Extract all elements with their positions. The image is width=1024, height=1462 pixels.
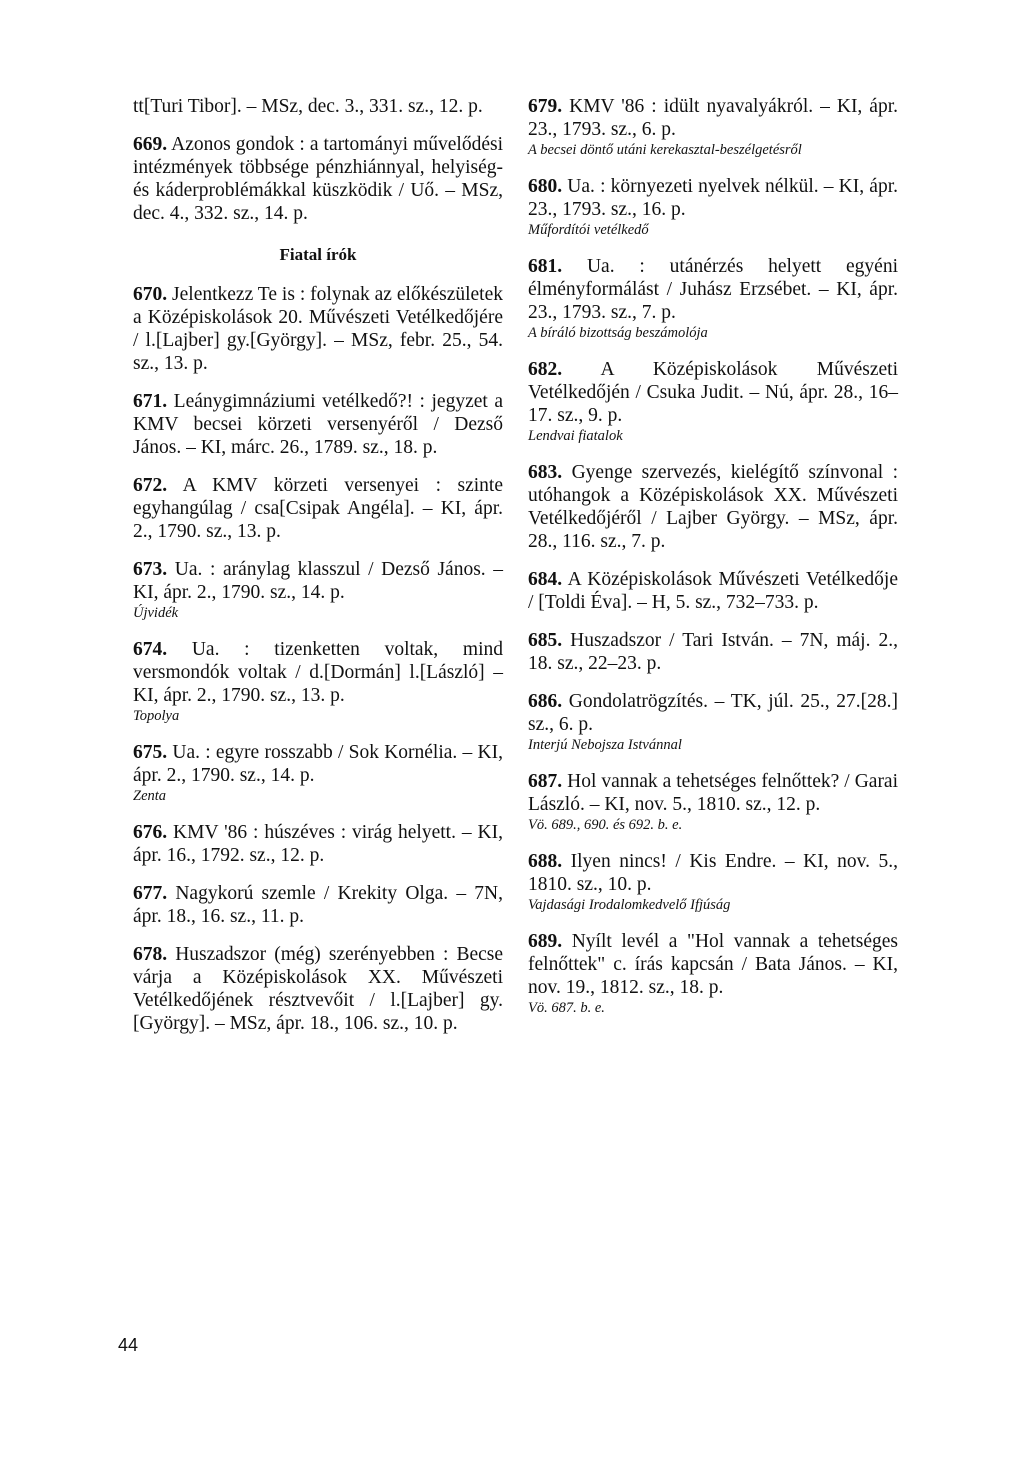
entry-annotation: A becsei döntő utáni kerekasztal-beszélgetésről bbox=[528, 142, 802, 158]
bibliography-entry bbox=[133, 390, 503, 459]
entry-annotation: Interjú Nebojsza Istvánnal bbox=[528, 737, 682, 753]
entry-number: 684. bbox=[528, 569, 563, 590]
left-entry-list bbox=[133, 283, 503, 1035]
entry-number: 678. bbox=[133, 944, 168, 965]
entry-number: 682. bbox=[528, 359, 563, 380]
bibliography-entry bbox=[528, 568, 898, 614]
bibliography-entry bbox=[133, 558, 503, 623]
bibliography-entry bbox=[133, 943, 503, 1035]
entry-text: KMV '86 : húszéves : virág helyett. – KI, ápr. 16., 1792. sz., 12. p. bbox=[133, 822, 503, 866]
entry-number: 671. bbox=[133, 391, 168, 412]
bibliography-entry bbox=[133, 283, 503, 375]
entry-text: Azonos gondok : a tartományi művelődési intézmények többsége pénzhiánnyal, helyiség- és káderproblémákkal küszködik / Uő. – MSz, dec. 4., 332. sz., 14. p. bbox=[133, 134, 503, 224]
entry-text: Ua. : aránylag klasszul / Dezső János. – KI, ápr. 2., 1790. sz., 14. p. bbox=[133, 559, 504, 603]
entry-number: 674. bbox=[133, 639, 168, 660]
bibliography-entry bbox=[528, 690, 898, 755]
bibliography-entry bbox=[528, 175, 898, 240]
entry-annotation: Zenta bbox=[133, 788, 167, 804]
bibliography-entry bbox=[528, 255, 898, 343]
entry-number: 676. bbox=[133, 822, 168, 843]
entry-text: Jelentkezz Te is : folynak az előkészületek a Középiskolások 20. Művészeti Vetélkedőjére / l.[Lajber] gy.[György]. – MSz, febr. 25., 54. sz., 13. p. bbox=[133, 284, 503, 374]
entry-number: 686. bbox=[528, 691, 563, 712]
entry-text: KMV '86 : idült nyavalyákról. – KI, ápr. 23., 1793. sz., 6. p. bbox=[528, 96, 899, 140]
section-heading: Fiatal írók bbox=[279, 245, 357, 264]
bibliography-entry bbox=[528, 629, 898, 675]
entry-text: Hol vannak a tehetséges felnőttek? / Garai László. – KI, nov. 5., 1810. sz., 12. p. bbox=[528, 771, 899, 815]
bibliography-entry bbox=[528, 930, 898, 1018]
entry-text: A Középiskolások Művészeti Vetélkedője / [Toldi Éva]. – H, 5. sz., 732–733. p. bbox=[528, 569, 898, 613]
entry-text: Gondolatrögzítés. – TK, júl. 25., 27.[28.] sz., 6. p. bbox=[528, 691, 899, 735]
entry-text: Gyenge szervezés, kielégítő színvonal : utóhangok a Középiskolások XX. Művészeti Vetélkedőjéről / Lajber György. – MSz, ápr. 28., 116. sz., 7. p. bbox=[528, 462, 898, 552]
bibliography-entry bbox=[133, 133, 503, 225]
entry-text: Ua. : egyre rosszabb / Sok Kornélia. – KI, ápr. 2., 1790. sz., 14. p. bbox=[133, 742, 503, 786]
page-number: 44 bbox=[118, 1335, 139, 1355]
bibliography-entry bbox=[528, 461, 898, 553]
entry-number: 685. bbox=[528, 630, 563, 651]
entry-annotation: Vö. 689., 690. és 692. b. e. bbox=[528, 817, 683, 833]
entry-number: 675. bbox=[133, 742, 168, 763]
entry-text: A KMV körzeti versenyei : szinte egyhangúlag / csa[Csipak Angéla]. – KI, ápr. 2., 1790. sz., 13. p. bbox=[133, 475, 503, 542]
right-column bbox=[528, 95, 898, 1033]
entry-text: A Középiskolások Művészeti Vetélkedőjén / Csuka Judit. – Nú, ápr. 28., 16–17. sz., 9. p. bbox=[528, 359, 898, 426]
bibliography-entry bbox=[528, 358, 898, 446]
bibliography-entry bbox=[133, 474, 503, 543]
entry-number: 673. bbox=[133, 559, 168, 580]
entry-number: 670. bbox=[133, 284, 168, 305]
entry-number: 681. bbox=[528, 256, 563, 277]
bibliography-entry bbox=[133, 882, 503, 928]
entry-number: 677. bbox=[133, 883, 168, 904]
entry-text: Nyílt levél a "Hol vannak a tehetséges felnőttek" c. írás kapcsán / Bata János. – KI, nov. 19., 1812. sz., 18. p. bbox=[528, 931, 898, 998]
entry-text: Ua. : tizenketten voltak, mind versmondók voltak / d.[Dormán] l.[László] – KI, ápr. 2., 1790. sz., 13. p. bbox=[133, 639, 503, 706]
entry-number: 679. bbox=[528, 96, 563, 117]
bibliography-entry bbox=[528, 850, 898, 915]
entry-number: 689. bbox=[528, 931, 563, 952]
bibliography-entry bbox=[133, 821, 503, 867]
entry-text: Leánygimnáziumi vetélkedő?! : jegyzet a KMV becsei körzeti versenyéről / Dezső János. – KI, márc. 26., 1789. sz., 18. p. bbox=[133, 391, 504, 458]
entry-text: Huszadszor (még) szerényebben : Becse várja a Középiskolások XX. Művészeti Vetélkedőjének résztvevőit / l.[Lajber] gy.[György]. – MSz, ápr. 18., 106. sz., 10. p. bbox=[133, 944, 504, 1034]
entry-annotation: Vö. 687. b. e. bbox=[528, 1000, 605, 1016]
entry-annotation: Topolya bbox=[133, 708, 180, 724]
entry-annotation: Újvidék bbox=[133, 605, 179, 621]
entry-number: 688. bbox=[528, 851, 563, 872]
entry-number: 680. bbox=[528, 176, 563, 197]
entry-number: 672. bbox=[133, 475, 168, 496]
entry-annotation: Műfordítói vetélkedő bbox=[528, 222, 649, 238]
entry-number: 683. bbox=[528, 462, 563, 483]
entry-text: Ua. : környezeti nyelvek nélkül. – KI, ápr. 23., 1793. sz., 16. p. bbox=[528, 176, 898, 220]
entry-text: Ua. : utánérzés helyett egyéni élményformálást / Juhász Erzsébet. – KI, ápr. 23., 1793. sz., 7. p. bbox=[528, 256, 898, 323]
entry-text: tt[Turi Tibor]. – MSz, dec. 3., 331. sz., 12. p. bbox=[133, 96, 483, 117]
entry-number: 687. bbox=[528, 771, 563, 792]
entry-text: Ilyen nincs! / Kis Endre. – KI, nov. 5., 1810. sz., 10. p. bbox=[528, 851, 898, 895]
continuation-entry bbox=[133, 95, 503, 118]
bibliography-entry bbox=[528, 770, 898, 835]
entry-annotation: Vajdasági Irodalomkedvelő Ifjúság bbox=[528, 897, 731, 913]
entry-annotation: A bíráló bizottság beszámolója bbox=[528, 325, 708, 341]
entry-number: 669. bbox=[133, 134, 168, 155]
entry-text: Nagykorú szemle / Krekity Olga. – 7N, ápr. 18., 16. sz., 11. p. bbox=[133, 883, 503, 927]
entry-text: Huszadszor / Tari István. – 7N, máj. 2., 18. sz., 22–23. p. bbox=[528, 630, 898, 674]
bibliography-entry bbox=[133, 638, 503, 726]
bibliography-entry bbox=[133, 741, 503, 806]
right-entry-list bbox=[528, 95, 898, 1018]
entry-annotation: Lendvai fiatalok bbox=[528, 428, 623, 444]
left-column bbox=[133, 95, 503, 1050]
bibliography-entry bbox=[528, 95, 898, 160]
